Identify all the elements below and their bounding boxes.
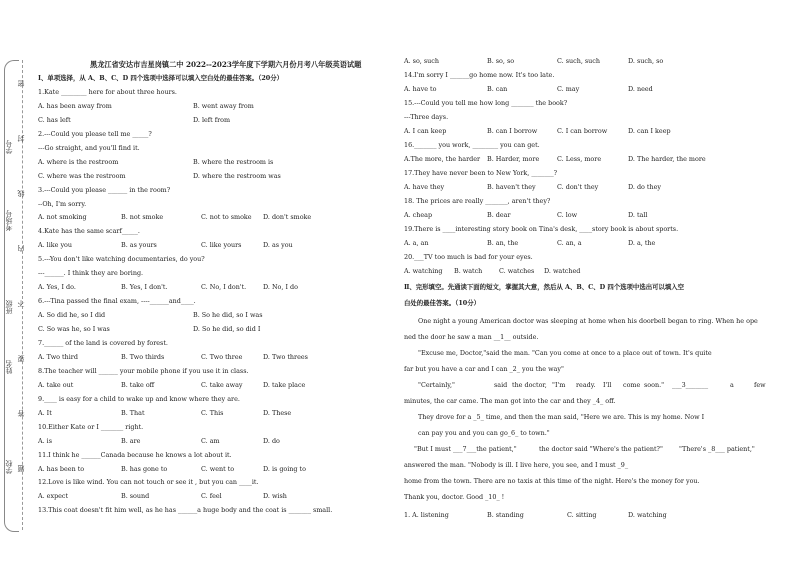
passage-line: They drove for a _5_ time, and then the man said, "Here we are. This is my home. Now I [418,413,705,421]
option: D. don't smoke [263,213,312,221]
passage-word: come [623,381,641,389]
question: 16._______ you work, ________ you can get. [404,141,540,149]
option: 1. A. listening [404,511,449,519]
option: C. Less, more [557,155,602,163]
passage-line: can pay you and you can go_6_ to town." [418,429,550,437]
passage-word: "There's _8___ patient," [679,445,755,453]
option: D. is going to [263,465,306,473]
option: B. went away from [193,102,254,110]
option: D. watching [628,511,667,519]
option: C. an, a [557,239,582,247]
option: A. has been away from [38,102,112,110]
question: 17.They have never been to New York, _______? [404,169,558,177]
option: A. have they [404,183,445,191]
option: A. so, such [404,57,439,65]
option: C. Two three [201,353,243,361]
label-name: 姓名 [5,360,13,374]
question: 6.---Tina passed the final exam, ----______and____. [38,297,196,305]
label-student-id: 学号 [5,140,13,154]
option: A. not smoking [38,213,87,221]
option: D. can I keep [628,127,671,135]
passage-line: Thank you, doctor. Good _10_ ! [404,493,505,501]
passage-word: I'll [603,381,612,389]
option: A. where is the restroom [38,158,119,166]
seal-char: 答 [17,410,25,417]
option: C. where was the restroom [38,172,126,180]
passage-line: home from the town. There are no taxis at this time of the night. Here's the money for you. [404,477,700,485]
option: C. watches [499,267,535,275]
option: C. may [557,85,580,93]
question: 10.Either Kate or I _______ right. [38,423,144,431]
option: A. So did he, so I did [38,311,106,319]
option: B. where the restroom is [193,158,274,166]
question: 13.This coat doesn't fit him well, as he has ______a huge body and the coat is _______ small. [38,506,333,514]
passage-line: minutes, the car came. The man got into the car and they _4_ off. [404,397,616,405]
option: A. Yes, I do. [38,283,76,291]
option: B. watch [454,267,483,275]
passage-word: said [494,381,508,389]
option: B. That [121,409,145,417]
passage-word: "Certainly," [418,381,455,389]
option: A. expect [38,492,69,500]
question: 18. The prices are really _______, aren't they? [404,197,551,205]
option: D. left from [193,116,231,124]
option: A. watching [404,267,443,275]
passage-word: ready. [576,381,596,389]
option: C. not to smoke [201,213,252,221]
seal-char: 线 [17,190,25,197]
question: 15.---Could you tell me how long _______ the book? [404,99,568,107]
passage-word: the doctor, [512,381,547,389]
question: 11.I think he ______Canada because he knows a lot about it. [38,451,232,459]
option: A. It [38,409,52,417]
option: A. cheap [404,211,433,219]
option: A. is [38,437,53,445]
passage-line: far but you have a car and I can _2_ you the way" [404,365,564,373]
section1-heading: Ⅰ、单项选择，从 A、B、C、D 四个选项中选择可以填入空白处的最佳答案。（20分） [38,74,284,82]
option: B. are [121,437,141,445]
question: 20.___TV too much is bad for your eyes. [404,253,533,261]
question: 3.---Could you please ______ in the room? [38,186,171,194]
option: A. Two third [38,353,78,361]
option: C. am [201,437,220,445]
option: B. an, the [487,239,519,247]
label-school: 学校 [5,460,13,474]
question-line: ---______. I think they are boring. [38,269,144,277]
label-class: 班级 [5,300,13,314]
option: A. like you [38,241,73,249]
option: C. So was he, so I was [38,325,110,333]
question: 2.---Could you please tell me _____? [38,130,152,138]
option: D. No, I do [263,283,298,291]
option: B. dear [487,211,511,219]
option: D. take place [263,381,306,389]
passage-word: soon." [644,381,665,389]
section2-heading: Ⅱ、完形填空。先通读下面的短文，掌握其大意，然后从 A、B、C、D 四个选项中选出可以填入空 [404,283,685,291]
option: C. like yours [201,241,242,249]
option: B. haven't they [487,183,536,191]
option: B. take off [121,381,155,389]
option: C. I can borrow [557,127,608,135]
question: 5.---You don't like watching documentaries, do you? [38,255,205,263]
option: B. So he did, so I was [193,311,263,319]
seal-dashed-line [22,60,23,530]
passage-line: ned the door he saw a man __1__ outside. [404,333,539,341]
seal-char: 密 [17,80,25,87]
option: A. a, an [404,239,429,247]
passage-line: "Excuse me, Doctor,"said the man. "Can you come at once to a place out of town. It's quite [418,349,712,357]
question: 12.Love is like wind. You can not touch or see it , but you can ____it. [38,478,259,486]
option: B. not smoke [121,213,164,221]
option: D. need [628,85,653,93]
option: A. have to [404,85,437,93]
option: D. These [263,409,292,417]
option: C. such, such [557,57,600,65]
option: B. standing [487,511,524,519]
option: C. No, I don't. [201,283,247,291]
option: D. The harder, the more [628,155,706,163]
option: A. has been to [38,465,85,473]
option: B. can [487,85,508,93]
label-exam-room: 考场号 [5,210,13,231]
question: 1.Kate ________ here for about three hours. [38,88,177,96]
option: D. So he did, so did I [193,325,261,333]
seal-char: 内 [17,245,25,252]
binding-margin [0,60,30,530]
option: C. feel [201,492,222,500]
option: C. take away [201,381,243,389]
question: 8.The teacher will ______ your mobile phone if you use it in class. [38,367,249,375]
passage-word: few [754,381,766,389]
option: B. Yes, I don't. [121,283,168,291]
question-line: ---Three days. [404,113,449,121]
option: D. watched [544,267,581,275]
option: D. as you [263,241,293,249]
question: 19.There is ____interesting story book on Tina's desk, ____story book is about sports. [404,225,679,233]
option: B. can I borrow [487,127,538,135]
option: A. take out [38,381,74,389]
seal-char: 不 [17,300,25,307]
option: D. tall [628,211,648,219]
section2-heading-cont: 白处的最佳答案。（10分） [404,299,480,307]
question-line: ---Go straight, and you'll find it. [38,144,140,152]
option: D. wish [263,492,287,500]
passage-line: answered the man. "Nobody is ill. I live here, you see, and I must _9_ [404,461,629,469]
question: 7.______ of the land is covered by forest. [38,339,168,347]
option: B. sound [121,492,150,500]
option: D. such, so [628,57,664,65]
exam-title: 黑龙江省安达市吉星岗镇二中 2022--2023学年度下学期六月份月考八年级英语试题 [90,60,362,69]
option: D. a, the [628,239,656,247]
option: B. as yours [121,241,157,249]
seal-char: 封 [17,135,25,142]
option: A. I can keep [404,127,447,135]
option: B. Two thirds [121,353,165,361]
question: 9.____ is easy for a child to wake up and know where they are. [38,395,240,403]
passage-word: "I'm [552,381,566,389]
option: C. has left [38,116,71,124]
passage-word: ___3_______ [672,381,709,389]
question: 14.I'm sorry I ______go home now. It's too late. [404,71,555,79]
option: A.The more, the harder [404,155,481,163]
option: D. do they [628,183,662,191]
passage-word: the doctor said "Where's the patient?" [539,445,663,453]
question: 4.Kate has the same scarf_____. [38,227,140,235]
option: D. do [263,437,280,445]
option: D. Two threes [263,353,308,361]
question-line: --Oh, I'm sorry. [38,200,87,208]
option: C. This [201,409,224,417]
option: B. has gone to [121,465,168,473]
option: D. where the restroom was [193,172,281,180]
option: C. low [557,211,578,219]
passage-line: One night a young American doctor was sleeping at home when his doorbell began to ring. When he ope [418,317,758,325]
seal-char: 题 [17,465,25,472]
option: C. don't they [557,183,599,191]
option: B. Harder, more [487,155,540,163]
passage-word: a [730,381,734,389]
passage-word: "But I must ___7___the patient," [414,445,517,453]
option: C. went to [201,465,235,473]
option: B. so, so [487,57,515,65]
option: C. sitting [567,511,597,519]
seal-char: 要 [17,355,25,362]
